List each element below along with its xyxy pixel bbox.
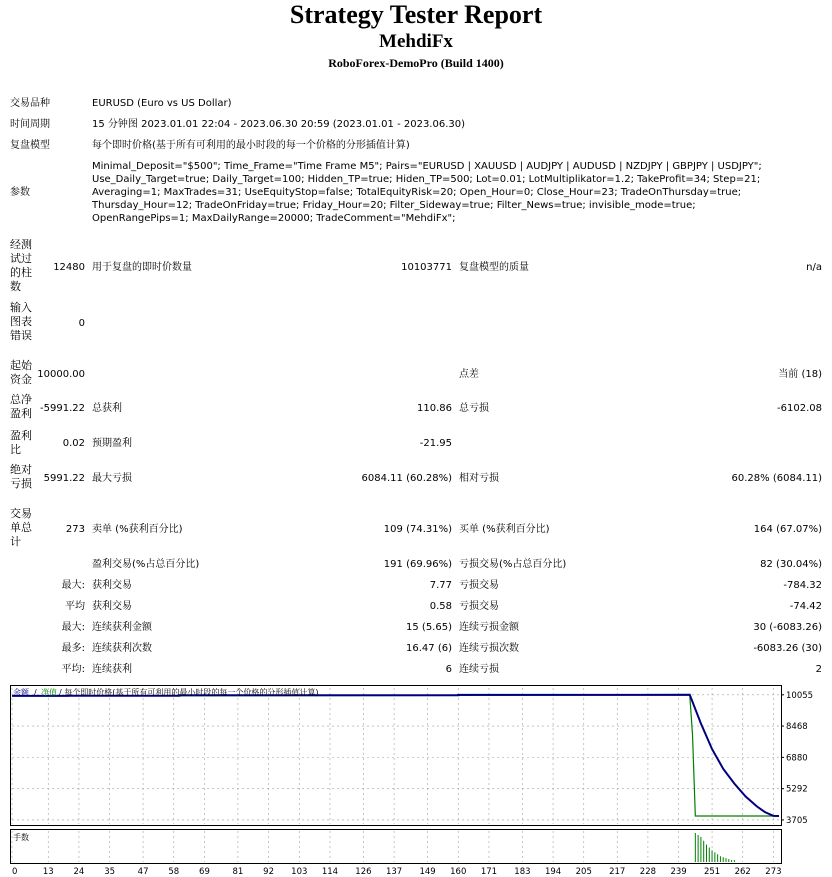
gross-loss-value: -6102.08 <box>777 403 822 414</box>
spread-label: 点差 <box>459 369 479 380</box>
y-tick-label: 10055 <box>786 690 814 701</box>
model-label: 复盘模型 <box>10 140 50 151</box>
net-profit-label: 总净盈利 <box>10 393 32 420</box>
expected-payoff-value: -21.95 <box>419 438 452 449</box>
row-label-left: 获利交易 <box>92 601 132 612</box>
x-tick-label: 228 <box>639 867 657 877</box>
row-prefix: 平均: <box>61 664 85 675</box>
x-tick-label: 137 <box>385 867 403 877</box>
expected-payoff-label: 预期盈利 <box>92 438 132 449</box>
y-tick-label: 6880 <box>786 753 808 764</box>
gross-profit-label: 总获利 <box>92 403 122 414</box>
x-tick-label: 160 <box>450 867 467 877</box>
period-value: 15 分钟图 2023.01.01 22:04 - 2023.06.30 20:59 (2023.01.01 - 2023.06.30) <box>92 119 466 130</box>
x-tick-label: 171 <box>480 867 498 877</box>
x-tick-label: 47 <box>137 867 149 877</box>
x-tick-label: 239 <box>670 867 687 877</box>
x-tick-label: 114 <box>321 867 339 877</box>
volume-label: 手数 <box>13 833 29 842</box>
deposit-label: 起始资金 <box>10 359 32 386</box>
y-tick-label: 8468 <box>786 722 808 733</box>
chart-main-frame <box>11 686 782 826</box>
x-tick-label: 251 <box>703 867 721 877</box>
max-drawdown-value: 6084.11 (60.28%) <box>361 473 452 484</box>
row-value-right: -6083.26 (30) <box>753 643 822 654</box>
row-label-left: 连续获利 <box>92 664 132 675</box>
x-tick-label: 0 <box>12 867 18 877</box>
x-tick-label: 217 <box>609 867 626 877</box>
row-value-left: 15 (5.65) <box>406 622 452 633</box>
row-prefix: 最大: <box>61 622 85 633</box>
loss-trades-value: 82 (30.04%) <box>760 559 822 570</box>
deposit-value: 10000.00 <box>37 369 85 380</box>
x-tick-label: 126 <box>355 867 372 877</box>
profit-trades-value: 191 (69.96%) <box>383 559 452 570</box>
row-value-right: 30 (-6083.26) <box>753 622 822 633</box>
legend-equity: 净值 <box>41 688 57 697</box>
params-value: Minimal_Deposit="$500"; Time_Frame="Time Frame M5"; Pairs="EURUSD | XAUUSD | AUDJPY | AUDUSD | NZDJPY | GBPJPY | USDJPY"; Use_Daily_Target=true; Daily_Target=100; Hidden_TP=true; Hiden_TP=500; Lot=0.01; LotMultiplikator=1.2; TakeProfit=34; Step=21; Averaging=1; MaxTrades=31; UseEquityStop=false; TotalEquityRisk=20; Open_Hour=0; Close_Hour=23; TradeOnThursday=true; Thursday_Hour=12; TradeOnFriday=true; Friday_Hour=20; Filter_Sideway=true; Filter_News=true; invisible_mode=true; OpenRangePips=1; MaxDailyRange=20000; TradeComment="MehdiFx"; <box>92 161 762 224</box>
row-value-left: 7.77 <box>429 580 452 591</box>
x-tick-label: 58 <box>168 867 180 877</box>
total-trades-label: 交易单总计 <box>10 507 32 548</box>
y-tick-label: 5292 <box>786 784 808 795</box>
max-drawdown-label: 最大亏损 <box>92 473 132 484</box>
x-tick-label: 183 <box>514 867 531 877</box>
spread-value: 当前 (18) <box>778 369 822 380</box>
ticks-value: 10103771 <box>401 262 452 273</box>
x-tick-label: 262 <box>734 867 751 877</box>
row-prefix: 最多: <box>61 643 85 654</box>
row-label-right: 连续亏损次数 <box>459 643 519 654</box>
x-tick-label: 149 <box>419 867 436 877</box>
loss-trades-label: 亏损交易(%占总百分比) <box>459 559 567 570</box>
legend-sep: / <box>34 688 37 697</box>
quality-label: 复盘模型的质量 <box>459 262 529 273</box>
expert-name: MehdiFx <box>379 31 453 52</box>
x-tick-label: 103 <box>291 867 308 877</box>
x-tick-label: 24 <box>73 867 85 877</box>
row-label-left: 获利交易 <box>92 580 132 591</box>
legend-model: / 每个即时价格(基于所有可利用的最小时段的每一个价格的分形插值计算) <box>59 688 319 697</box>
quality-value: n/a <box>806 262 822 273</box>
bars-label: 经测试过的柱数 <box>10 238 32 293</box>
row-value-left: 0.58 <box>429 601 452 612</box>
row-label-right: 亏损交易 <box>459 601 499 612</box>
x-tick-label: 69 <box>199 867 210 877</box>
legend-balance: 余额 <box>13 688 29 697</box>
row-value-right: -74.42 <box>789 601 822 612</box>
long-positions-value: 164 (67.07%) <box>753 524 822 535</box>
x-tick-label: 194 <box>544 867 562 877</box>
x-tick-label: 273 <box>765 867 782 877</box>
x-tick-label: 205 <box>575 867 592 877</box>
symbol-value: EURUSD (Euro vs US Dollar) <box>92 98 232 109</box>
row-prefix: 最大: <box>61 580 85 591</box>
long-positions-label: 买单 (%获利百分比) <box>459 524 550 535</box>
row-label-right: 连续亏损 <box>459 664 499 675</box>
errors-value: 0 <box>78 318 85 329</box>
gross-loss-label: 总亏损 <box>459 403 489 414</box>
net-profit-value: -5991.22 <box>40 403 85 414</box>
model-value: 每个即时价格(基于所有可利用的最小时段的每一个价格的分形插值计算) <box>92 140 410 151</box>
errors-label: 输入图表错误 <box>10 301 32 342</box>
gross-profit-value: 110.86 <box>417 403 452 414</box>
relative-drawdown-label: 相对亏损 <box>459 473 499 484</box>
ticks-label: 用于复盘的即时价数量 <box>92 262 192 273</box>
x-tick-label: 92 <box>263 867 275 877</box>
row-value-right: 2 <box>815 664 822 675</box>
absolute-drawdown-label: 绝对亏损 <box>10 463 32 490</box>
row-label-right: 亏损交易 <box>459 580 499 591</box>
x-tick-label: 13 <box>42 867 54 877</box>
short-positions-value: 109 (74.31%) <box>383 524 452 535</box>
profit-trades-label: 盈利交易(%占总百分比) <box>92 559 200 570</box>
chart-y-ticks <box>781 691 813 826</box>
chart-x-ticks <box>12 867 782 877</box>
row-value-right: -784.32 <box>783 580 822 591</box>
row-prefix: 平均 <box>65 601 85 612</box>
short-positions-label: 卖单 (%获利百分比) <box>92 524 183 535</box>
profit-factor-label: 盈利比 <box>10 429 32 456</box>
chart-volume-frame <box>11 830 782 864</box>
row-label-left: 连续获利金额 <box>92 622 152 633</box>
absolute-drawdown-value: 5991.22 <box>43 473 85 484</box>
x-tick-label: 35 <box>104 867 116 877</box>
symbol-label: 交易品种 <box>10 98 50 109</box>
relative-drawdown-value: 60.28% (6084.11) <box>731 473 822 484</box>
x-tick-label: 81 <box>232 867 244 877</box>
bars-value: 12480 <box>53 262 85 273</box>
row-value-left: 6 <box>445 664 452 675</box>
total-trades-value: 273 <box>65 524 85 535</box>
profit-factor-value: 0.02 <box>62 438 85 449</box>
params-label: 参数 <box>10 187 30 198</box>
report-title: Strategy Tester Report <box>289 0 543 29</box>
row-label-right: 连续亏损金额 <box>459 622 519 633</box>
server-name: RoboForex-DemoPro (Build 1400) <box>328 56 504 70</box>
y-tick-label: 3705 <box>786 815 808 826</box>
period-label: 时间周期 <box>10 119 50 130</box>
row-label-left: 连续获利次数 <box>92 643 152 654</box>
row-value-left: 16.47 (6) <box>406 643 452 654</box>
